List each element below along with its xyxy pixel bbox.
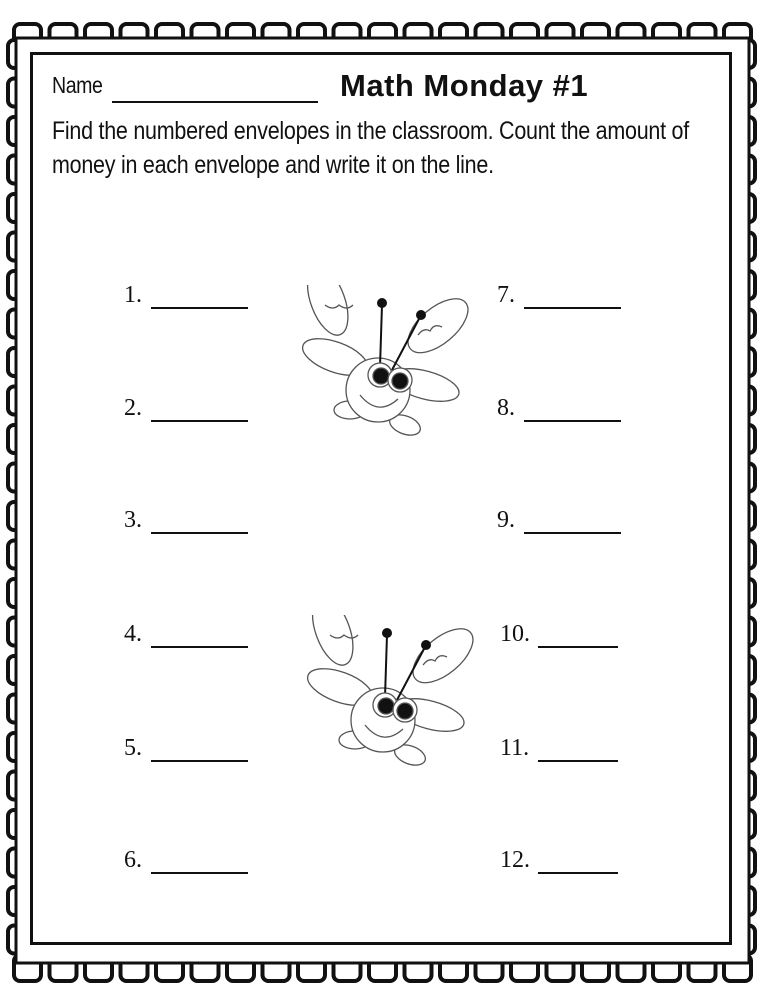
answer-line[interactable] (524, 532, 621, 534)
answer-line[interactable] (151, 307, 248, 309)
answer-line[interactable] (524, 420, 621, 422)
answer-line[interactable] (151, 872, 248, 874)
inner-border (30, 52, 732, 945)
answer-line[interactable] (538, 872, 618, 874)
item-number: 1. (124, 282, 142, 308)
item-number: 6. (124, 847, 142, 873)
answer-line[interactable] (538, 646, 618, 648)
item-number: 5. (124, 735, 142, 761)
item-number: 9. (497, 507, 515, 533)
item-number: 8. (497, 395, 515, 421)
item-number: 12. (500, 847, 530, 873)
bug-icon (300, 285, 470, 450)
answer-line[interactable] (524, 307, 621, 309)
name-label: Name (52, 72, 103, 98)
item-number: 3. (124, 507, 142, 533)
item-number: 11. (500, 735, 530, 761)
instructions: Find the numbered envelopes in the classroom. Count the amount of money in each envelope and write it on the line. (52, 117, 689, 179)
answer-line[interactable] (151, 420, 248, 422)
answer-line[interactable] (538, 760, 618, 762)
item-number: 2. (124, 395, 142, 421)
worksheet-title: Math Monday #1 (340, 68, 589, 103)
item-number: 4. (124, 621, 142, 647)
bug-icon (305, 615, 475, 780)
answer-line[interactable] (151, 646, 248, 648)
answer-line[interactable] (151, 760, 248, 762)
item-number: 10. (500, 621, 530, 647)
answer-line[interactable] (151, 532, 248, 534)
name-field[interactable] (112, 101, 318, 103)
item-number: 7. (497, 282, 515, 308)
